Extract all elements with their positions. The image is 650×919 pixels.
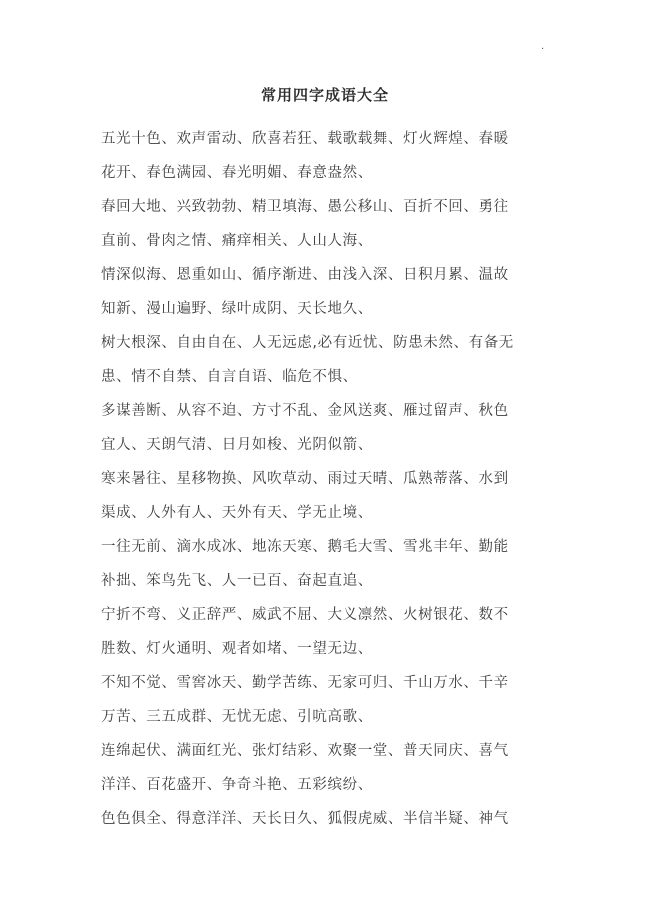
text-line: 花开、春色满园、春光明媚、春意盎然、 bbox=[101, 165, 373, 181]
text-line: 洋洋、百花盛开、争奇斗艳、五彩缤纷、 bbox=[101, 777, 373, 793]
text-line: 树大根深、自由自在、人无远虑,必有近忧、防患未然、有备无 bbox=[101, 335, 514, 351]
text-line: 寒来暑往、星移物换、风吹草动、雨过天晴、瓜熟蒂落、水到 bbox=[101, 471, 509, 487]
text-line: 渠成、人外有人、天外有天、学无止境、 bbox=[101, 505, 373, 521]
text-line: 五光十色、欢声雷动、欣喜若狂、载歌载舞、灯火辉煌、春暖 bbox=[101, 131, 509, 147]
text-line: 补拙、笨鸟先飞、人一已百、奋起直追、 bbox=[101, 573, 373, 589]
text-line: 万苦、三五成群、无忧无虑、引吭高歌、 bbox=[101, 709, 373, 725]
text-line: 宜人、天朗气清、日月如梭、光阴似箭、 bbox=[101, 437, 373, 453]
text-line: 色色俱全、得意洋洋、天长日久、狐假虎威、半信半疑、神气 bbox=[101, 811, 509, 827]
text-line: 直前、骨肉之情、痛痒相关、人山人海、 bbox=[101, 233, 373, 249]
text-line: 患、情不自禁、自言自语、临危不惧、 bbox=[101, 369, 358, 385]
text-line: 宁折不弯、义正辞严、威武不屈、大义凛然、火树银花、数不 bbox=[101, 607, 509, 623]
text-line: 多谋善断、从容不迫、方寸不乱、金风送爽、雁过留声、秋色 bbox=[101, 403, 509, 419]
text-line: 知新、漫山遍野、绿叶成阴、天长地久、 bbox=[101, 301, 373, 317]
text-line: 不知不觉、雪窖冰天、勤学苦练、无家可归、千山万水、千辛 bbox=[101, 675, 509, 691]
text-line: 连绵起伏、满面红光、张灯结彩、欢聚一堂、普天同庆、喜气 bbox=[101, 743, 509, 759]
text-line: 春回大地、兴致勃勃、精卫填海、愚公移山、百折不回、勇往 bbox=[101, 199, 509, 215]
text-line: 情深似海、恩重如山、循序渐进、由浅入深、日积月累、温故 bbox=[101, 267, 509, 283]
page-title: 常用四字成语大全 bbox=[260, 86, 389, 104]
idiom-list bbox=[101, 122, 551, 836]
text-line: 一往无前、滴水成冰、地冻天寒、鹅毛大雪、雪兆丰年、勤能 bbox=[101, 539, 509, 555]
text-line: 胜数、灯火通明、观者如堵、一望无边、 bbox=[101, 641, 373, 657]
corner-mark: · bbox=[541, 44, 546, 55]
